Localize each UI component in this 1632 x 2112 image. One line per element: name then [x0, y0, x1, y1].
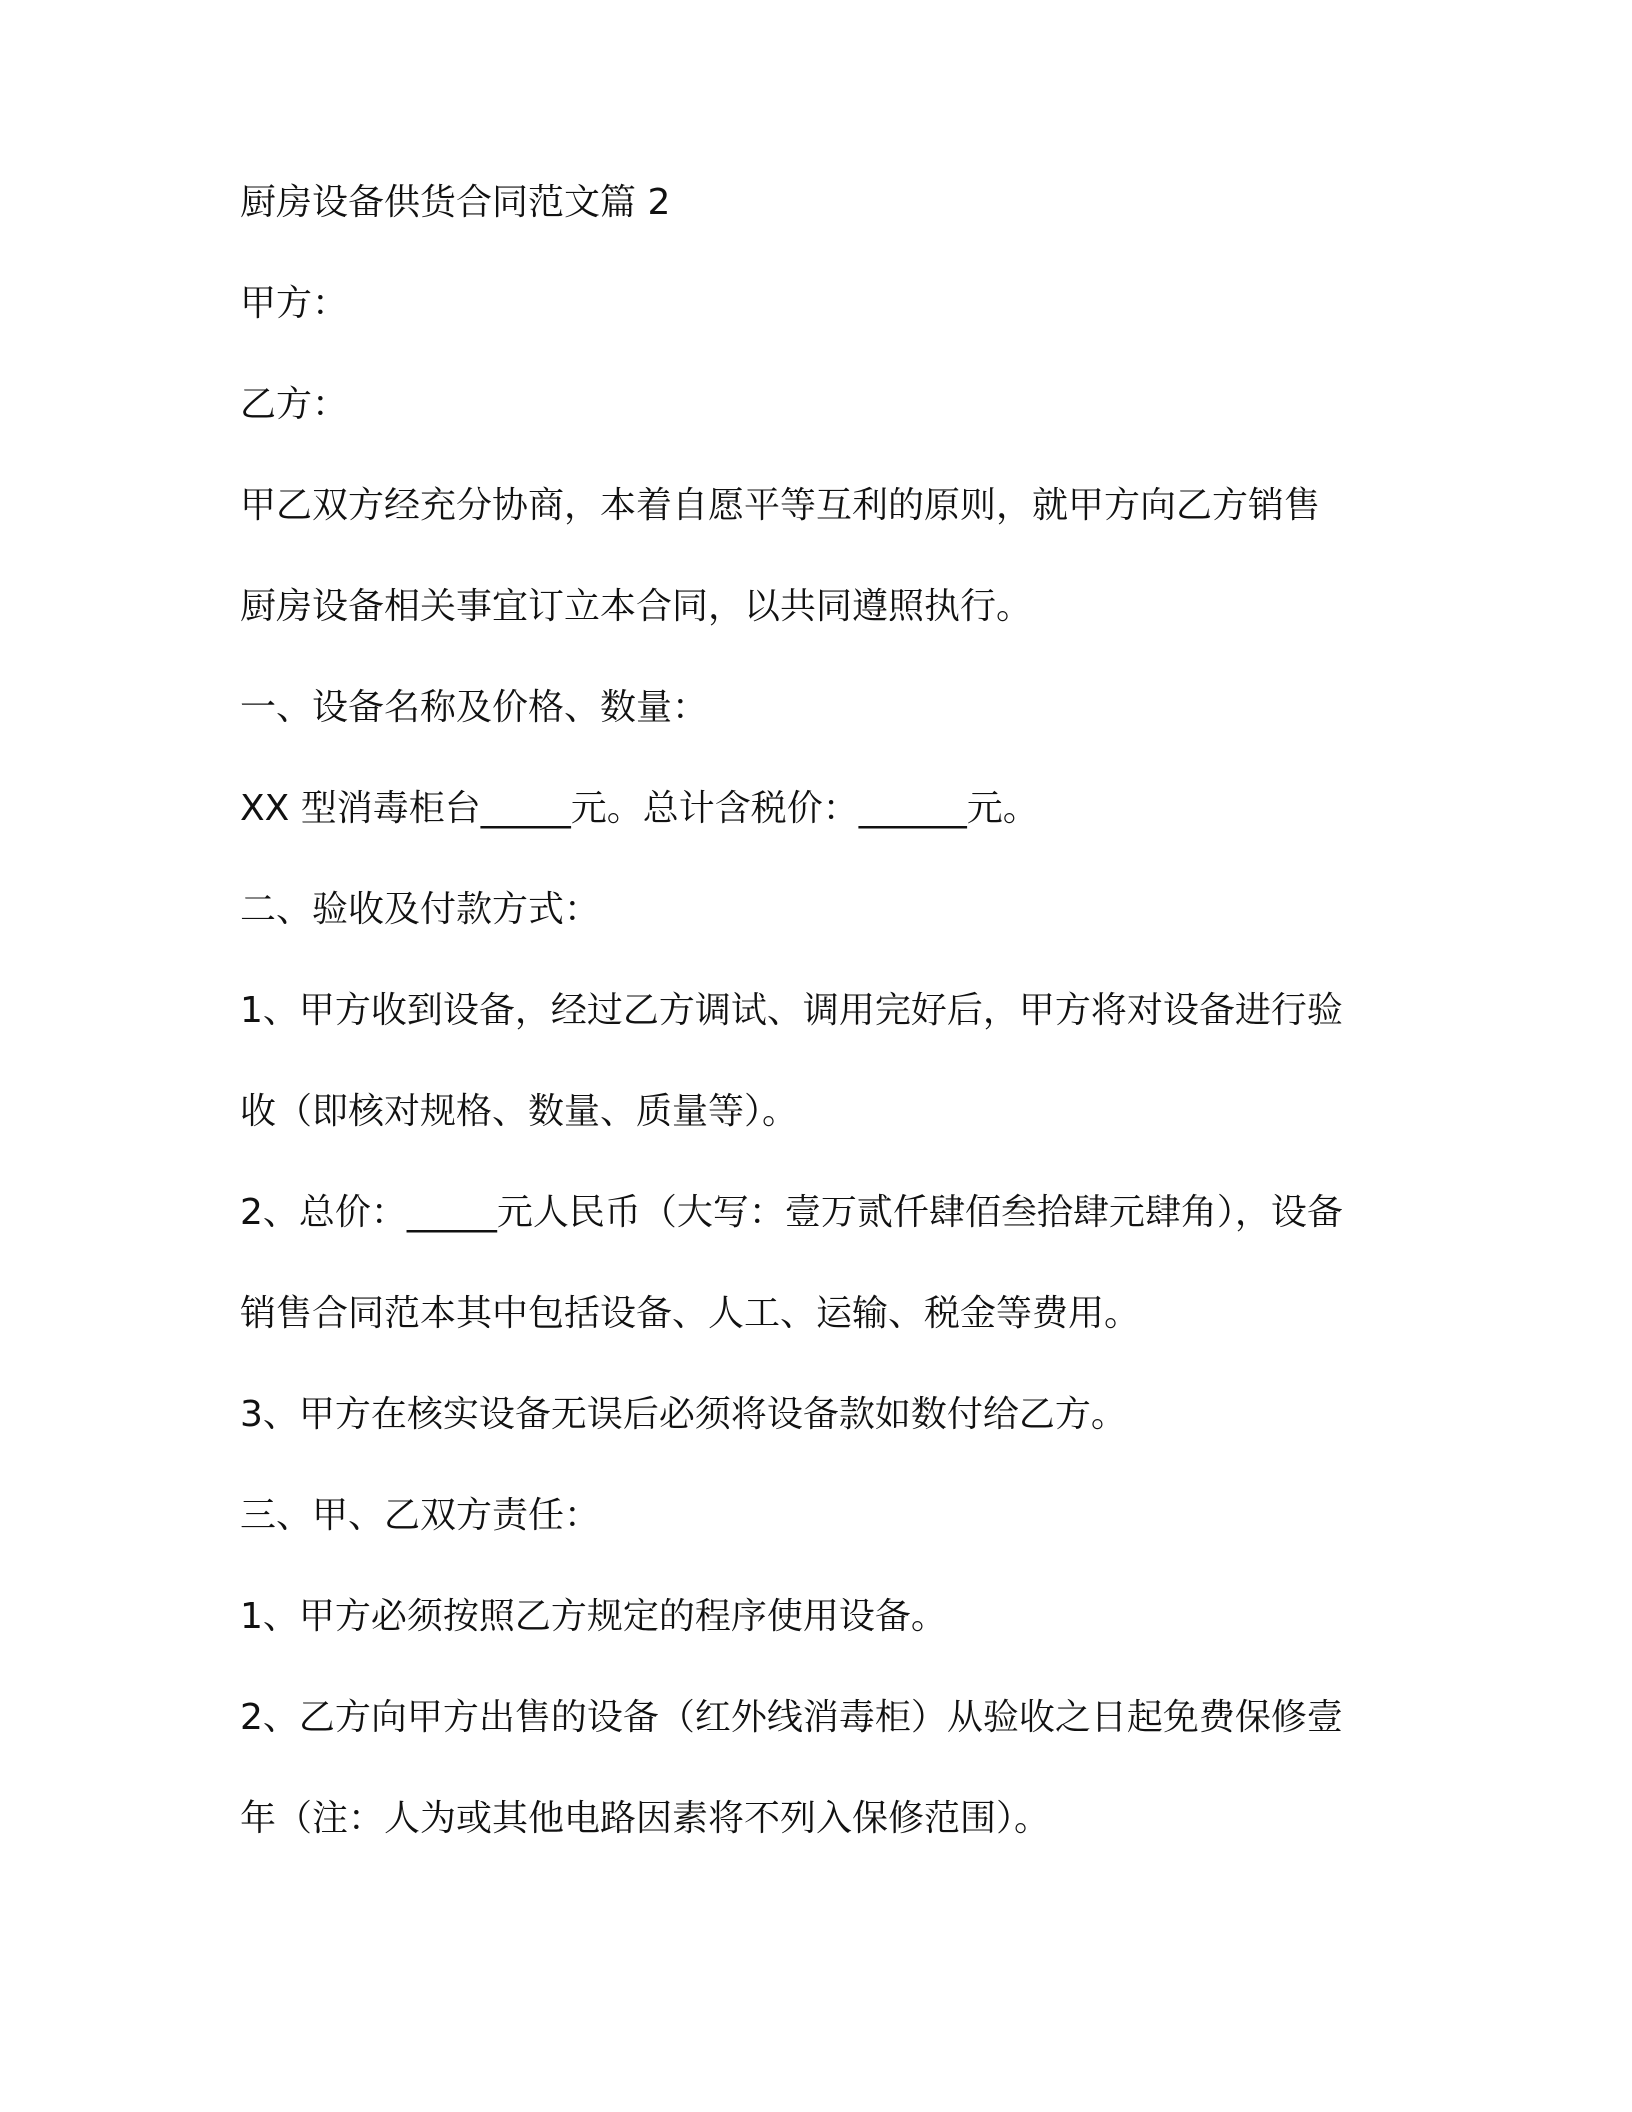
section-item: 销售合同范本其中包括设备、人工、运输、税金等费用。 [240, 1293, 1141, 1334]
intro-paragraph-line: 厨房设备相关事宜订立本合同，以共同遵照执行。 [240, 586, 1033, 627]
section-item: 收（即核对规格、数量、质量等）。 [240, 1091, 799, 1132]
section-heading: 一、设备名称及价格、数量： [240, 687, 709, 728]
document-title: 厨房设备供货合同范文篇 2 [240, 182, 671, 223]
section-heading: 三、甲、乙双方责任： [240, 1495, 601, 1536]
section-item: XX 型消毒柜台_____元。总计含税价：______元。 [240, 788, 1039, 829]
document-body [240, 182, 1390, 1902]
section-item: 3、甲方在核实设备无误后必须将设备款如数付给乙方。 [240, 1394, 1127, 1435]
section-item: 1、甲方必须按照乙方规定的程序使用设备。 [240, 1596, 947, 1637]
party-a-label: 甲方： [240, 283, 349, 324]
section-item: 1、甲方收到设备，经过乙方调试、调用完好后，甲方将对设备进行验 [240, 990, 1343, 1031]
section-item: 年（注：人为或其他电路因素将不列入保修范围）。 [240, 1798, 1051, 1839]
intro-paragraph-line: 甲乙双方经充分协商，本着自愿平等互利的原则，就甲方向乙方销售 [240, 485, 1321, 526]
section-heading: 二、验收及付款方式： [240, 889, 601, 930]
section-item: 2、乙方向甲方出售的设备（红外线消毒柜）从验收之日起免费保修壹 [240, 1697, 1343, 1738]
section-item: 2、总价：_____元人民币（大写：壹万贰仟肆佰叁拾肆元肆角），设备 [240, 1192, 1343, 1233]
party-b-label: 乙方： [240, 384, 349, 425]
